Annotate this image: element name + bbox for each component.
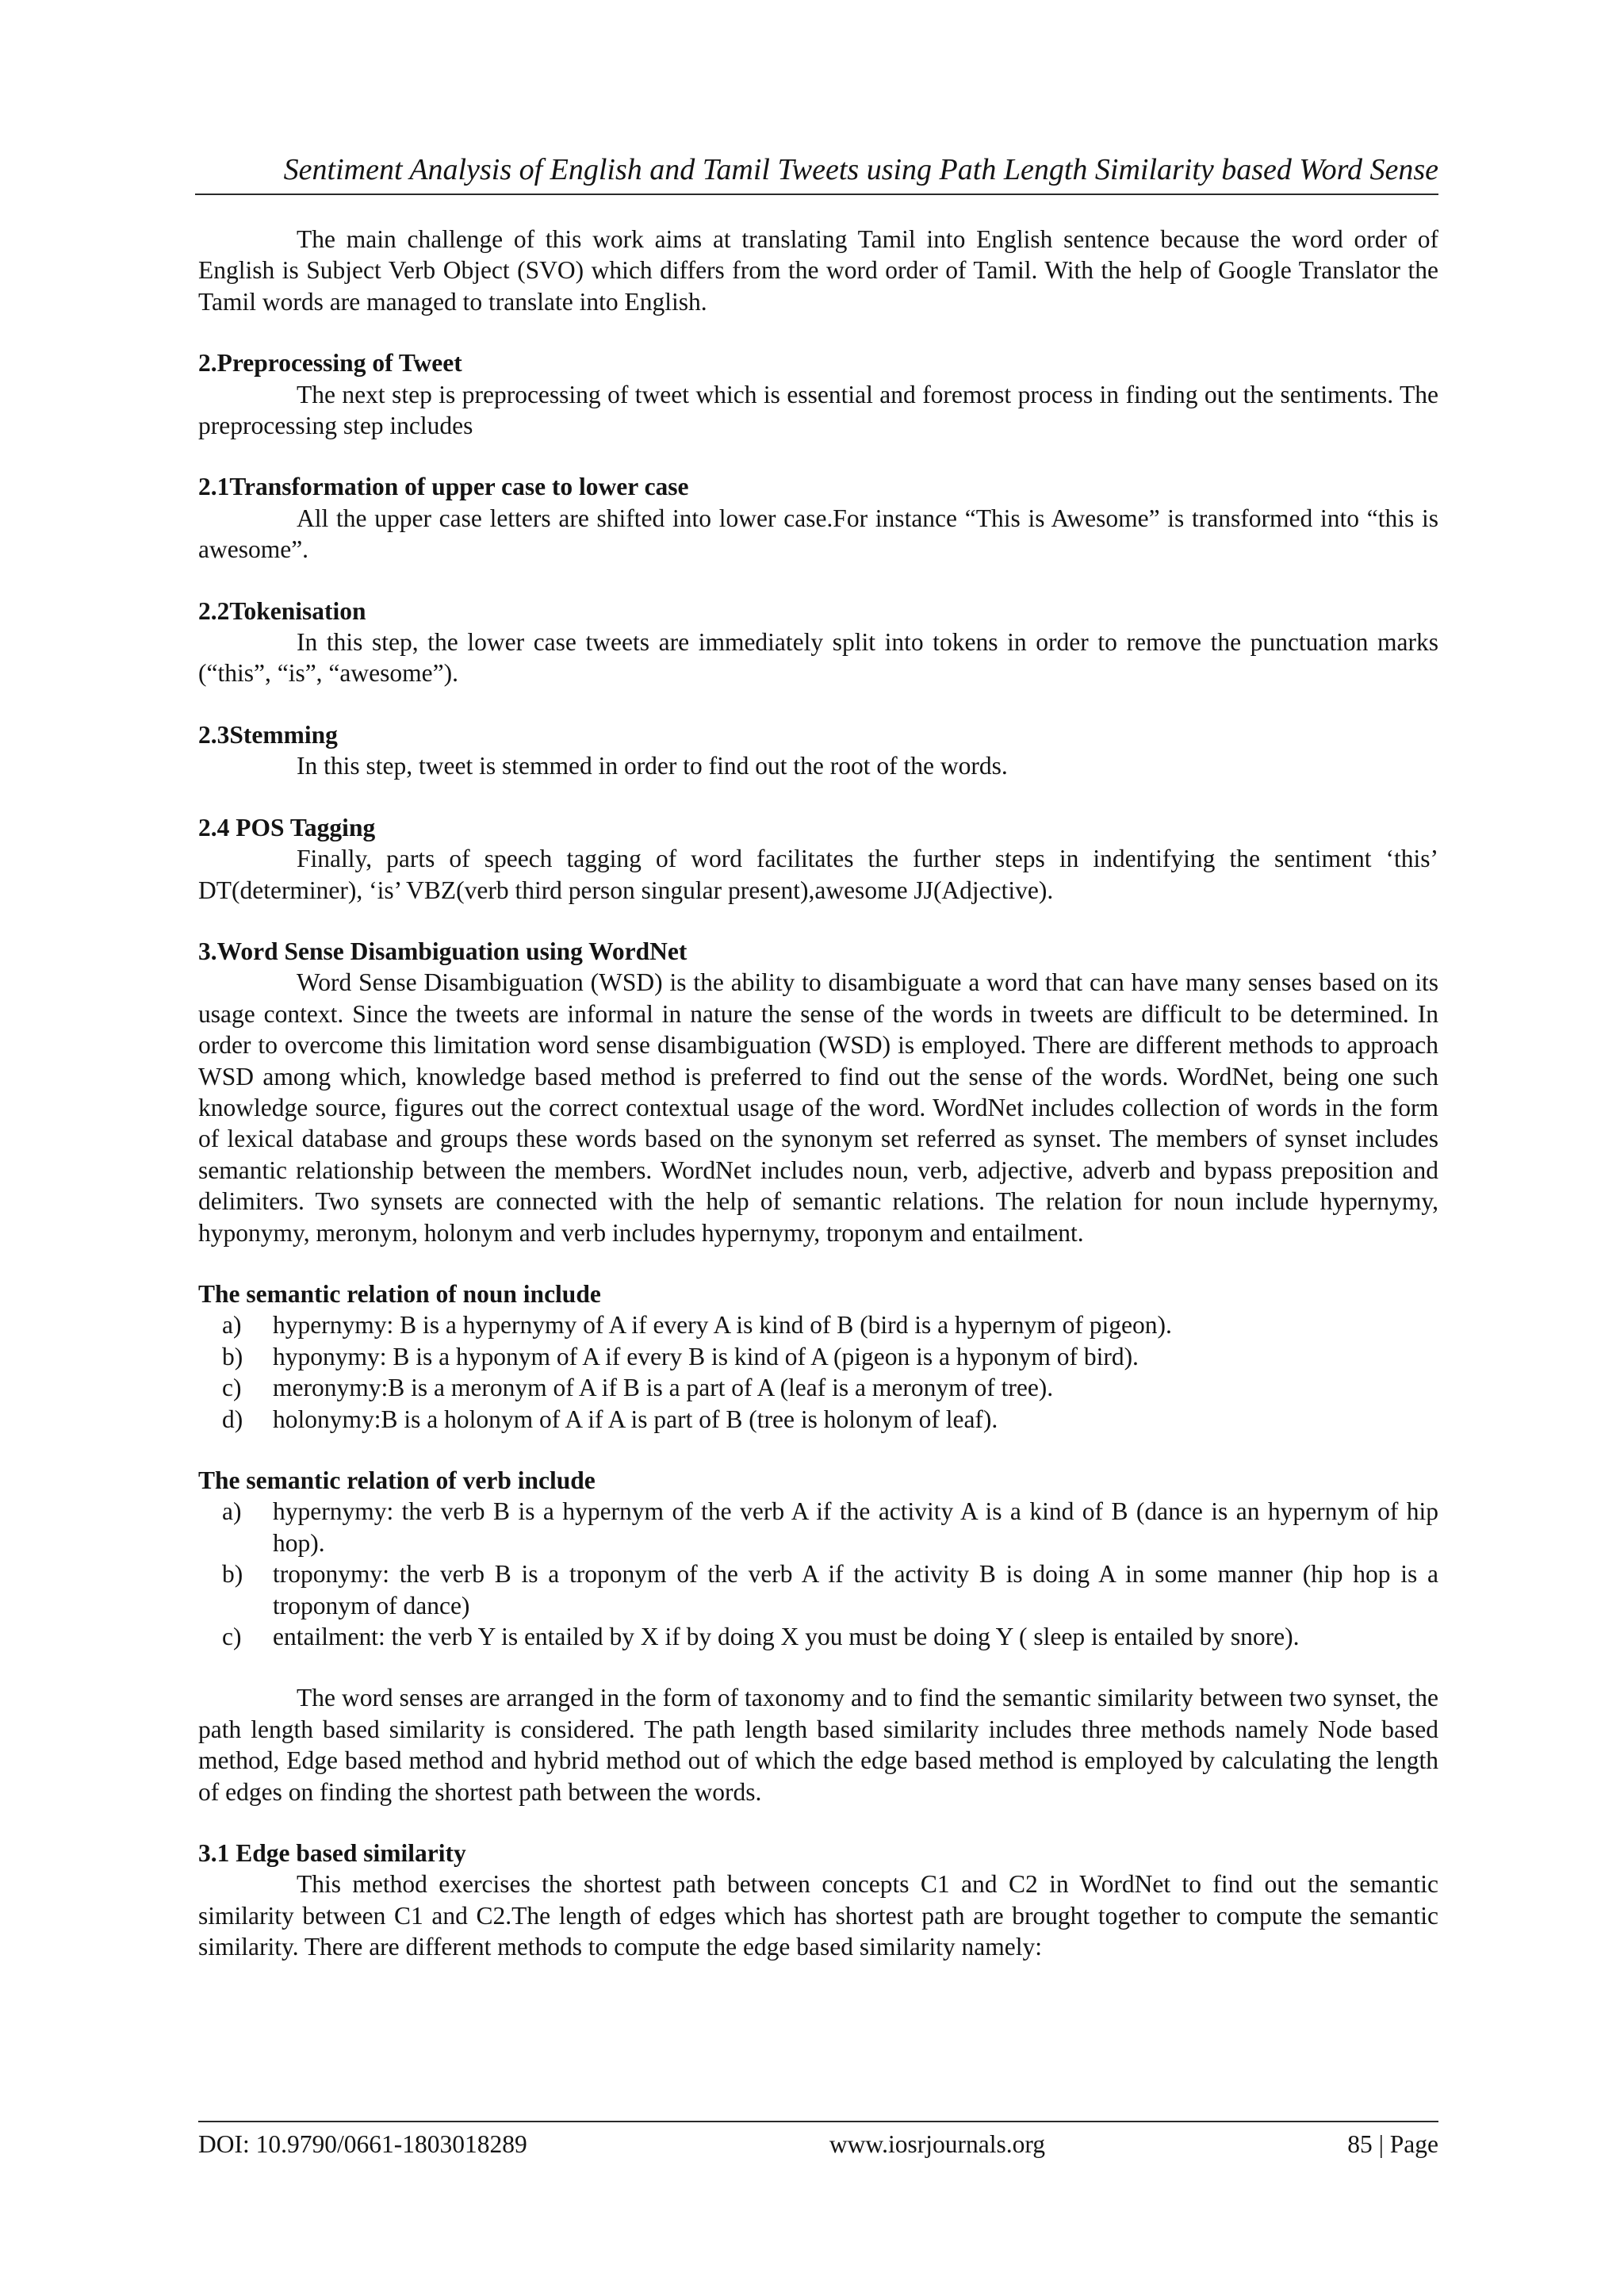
list-marker: c) (222, 1623, 242, 1651)
list-item (198, 1404, 1438, 1435)
list-marker: c) (222, 1374, 242, 1402)
list-marker: b) (222, 1342, 243, 1370)
section-heading-preprocessing: 2.Preprocessing of Tweet (198, 349, 462, 378)
list-item (198, 1496, 1438, 1558)
section-body-tokenisation: In this step, the lower case tweets are immediately split into tokens in order to remove the punctuation marks (“this”, “is”, “awesome”). (198, 628, 1438, 688)
list-item-text: holonymy:B is a holonym of A if A is part of B (tree is holonym of leaf). (273, 1405, 998, 1433)
section-heading-edge-similarity: 3.1 Edge based similarity (198, 1839, 466, 1868)
running-header: Sentiment Analysis of English and Tamil Tweets using Path Length Similarity based Word Sense (195, 151, 1438, 195)
footer-doi: DOI: 10.9790/0661-1803018289 (198, 2130, 527, 2158)
page-footer (198, 2121, 1438, 2160)
noun-relations-heading: The semantic relation of noun include (198, 1279, 601, 1308)
section-heading-pos-tagging: 2.4 POS Tagging (198, 813, 376, 841)
list-item (198, 1621, 1438, 1652)
list-item (198, 1341, 1438, 1372)
section-heading-wsd: 3.Word Sense Disambiguation using WordNet (198, 937, 688, 965)
list-item-text: hypernymy: B is a hypernymy of A if every A is kind of B (bird is a hypernym of pigeon). (273, 1311, 1172, 1340)
section-body-wsd: Word Sense Disambiguation (WSD) is the ability to disambiguate a word that can have many senses based on its usage context. Since the tweets are informal in nature the sense of the words in tweets are difficult to be determined. In order to overcome this limitation word sense disambiguation (WSD) is employed. There are different methods to approach WSD among which, knowledge based method is preferred to find out the sense of the words. WordNet, being one such knowledge source, figures out the correct contextual usage of the word. WordNet includes collection of words in the form of lexical database and groups these words based on the synonym set referred as synset. The members of synset includes semantic relationship between the members. WordNet includes noun, verb, adjective, adverb and bypass preposition and delimiters. Two synsets are connected with the help of semantic relations. The relation for noun include hypernymy, hyponymy, meronym, holonym and verb includes hypernymy, troponym and entailment. (198, 968, 1438, 1247)
footer-page-number: 85 | Page (1347, 2130, 1438, 2158)
list-item-text: hyponymy: B is a hyponym of A if every B is kind of A (pigeon is a hyponym of bird). (273, 1342, 1139, 1370)
intro-paragraph: The main challenge of this work aims at translating Tamil into English sentence because the word order of English is Subject Verb Object (SVO) which differs from the word order of Tamil. With the help of Google Translator the Tamil words are managed to translate into English. (198, 225, 1438, 316)
section-heading-stemming: 2.3Stemming (198, 720, 338, 749)
section-body-stemming: In this step, tweet is stemmed in order to find out the root of the words. (297, 752, 1008, 780)
footer-website: www.iosrjournals.org (829, 2130, 1046, 2158)
verb-relations-heading: The semantic relation of verb include (198, 1466, 596, 1494)
list-item-text: meronymy:B is a meronym of A if B is a part of A (leaf is a meronym of tree). (273, 1374, 1054, 1402)
section-body-lowercase: All the upper case letters are shifted into lower case.For instance “This is Awesome” is transformed into “this is awesome”. (198, 504, 1438, 564)
section-heading-tokenisation: 2.2Tokenisation (198, 596, 366, 625)
section-heading-lowercase: 2.1Transformation of upper case to lower case (198, 473, 689, 501)
list-item-text: hypernymy: the verb B is a hypernym of the verb A if the activity A is a kind of B (dance is an hypernym of hip hop). (273, 1497, 1438, 1557)
section-body-edge-similarity: This method exercises the shortest path between concepts C1 and C2 in WordNet to find out the semantic similarity between C1 and C2.The length of edges which has shortest path are brought together to compute the semantic similarity. There are different methods to compute the edge based similarity namely: (198, 1870, 1438, 1961)
list-item-text: entailment: the verb Y is entailed by X if by doing X you must be doing Y ( sleep is entailed by snore). (273, 1623, 1300, 1651)
list-marker: d) (222, 1405, 243, 1433)
verb-relations-list (198, 1496, 1438, 1652)
section-body-preprocessing: The next step is preprocessing of tweet which is essential and foremost process in finding out the sentiments. The preprocessing step includes (198, 380, 1438, 440)
list-item-text: troponymy: the verb B is a troponym of the verb A if the activity B is doing A in some manner (hip hop is a troponym of dance) (273, 1560, 1438, 1619)
list-marker: a) (222, 1311, 242, 1340)
list-marker: a) (222, 1497, 242, 1526)
list-marker: b) (222, 1560, 243, 1589)
list-item (198, 1558, 1438, 1621)
list-item (198, 1372, 1438, 1403)
main-content (198, 224, 1438, 1963)
noun-relations-list (198, 1309, 1438, 1435)
section-body-pos-tagging: Finally, parts of speech tagging of word facilitates the further steps in indentifying the sentiment ‘this’ DT(determiner), ‘is’ VBZ(verb third person singular present),awesome JJ(Adjective). (198, 845, 1438, 904)
list-item (198, 1309, 1438, 1340)
taxonomy-paragraph: The word senses are arranged in the form of taxonomy and to find the semantic similarity between two synset, the path length based similarity is considered. The path length based similarity includes three methods namely Node based method, Edge based method and hybrid method out of which the edge based method is employed by calculating the length of edges on finding the shortest path between the words. (198, 1684, 1438, 1806)
